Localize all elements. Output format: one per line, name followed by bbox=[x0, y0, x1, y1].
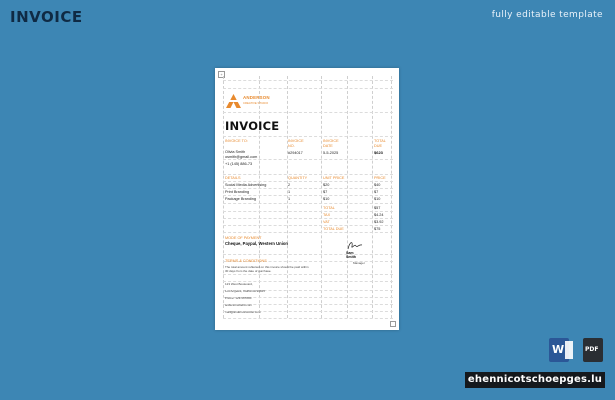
item-qty[interactable]: 1 bbox=[288, 197, 291, 201]
vat-value[interactable]: $3.92 bbox=[374, 220, 384, 224]
invoice-date-label[interactable]: INVOICE bbox=[323, 139, 339, 143]
item-unit-price[interactable]: $7 bbox=[323, 190, 328, 194]
pdf-icon bbox=[583, 338, 603, 362]
word-icon-label: W bbox=[552, 343, 565, 356]
item-qty[interactable]: 2 bbox=[288, 183, 291, 187]
pdf-icon-label: PDF bbox=[585, 346, 599, 353]
grid-line bbox=[223, 181, 393, 182]
grid-line bbox=[223, 112, 393, 113]
terms-label[interactable]: TERMS & CONDITIONS bbox=[225, 259, 267, 263]
grid-line bbox=[223, 136, 393, 137]
total-due-sum-value[interactable]: $75 bbox=[374, 227, 381, 231]
quantity-label[interactable]: QUANTITY bbox=[288, 176, 308, 180]
grid-line bbox=[223, 211, 393, 212]
total-due-label-2[interactable]: DUE bbox=[374, 144, 383, 148]
grid-line bbox=[223, 318, 393, 319]
table-anchor-icon[interactable]: + bbox=[218, 71, 225, 78]
item-name[interactable]: Print Branding bbox=[225, 190, 250, 194]
total-label[interactable]: TOTAL bbox=[323, 206, 335, 210]
page-title: INVOICE bbox=[10, 8, 83, 26]
total-value[interactable]: $57 bbox=[374, 206, 381, 210]
invoice-to-label[interactable]: INVOICE TO: bbox=[225, 139, 248, 143]
signer-role[interactable]: Manager bbox=[353, 261, 365, 265]
invoice-document[interactable] bbox=[215, 68, 399, 330]
total-due-label[interactable]: TOTAL bbox=[374, 139, 386, 143]
word-icon bbox=[549, 338, 569, 362]
address-line-2[interactable]: Los Angeles, California 90045 bbox=[225, 289, 265, 293]
site-banner: ehennicotschoepges.lu bbox=[465, 372, 605, 388]
item-qty[interactable]: 1 bbox=[288, 190, 291, 194]
item-unit-price[interactable]: $10 bbox=[323, 197, 330, 201]
invoice-title[interactable]: INVOICE bbox=[225, 119, 280, 133]
company-email[interactable]: mail@andersonstudio.com bbox=[225, 310, 261, 314]
total-due-sum-label[interactable]: TOTAL DUE bbox=[323, 227, 344, 231]
grid-line bbox=[223, 203, 393, 204]
company-website[interactable]: andersonstudio.com bbox=[225, 303, 253, 307]
grid-line bbox=[223, 274, 393, 275]
signature-icon bbox=[346, 240, 364, 251]
grid-line bbox=[223, 195, 393, 196]
client-phone[interactable]: +1 (145) 886-73 bbox=[225, 162, 253, 166]
invoice-no-label-2[interactable]: NO. bbox=[288, 144, 295, 148]
grid-line bbox=[223, 254, 393, 255]
grid-line bbox=[223, 232, 393, 233]
total-due-value[interactable]: $623 bbox=[374, 150, 383, 155]
vat-label[interactable]: VAT bbox=[323, 220, 330, 224]
tax-label[interactable]: TAX bbox=[323, 213, 331, 217]
payment-methods[interactable]: Cheque, Paypal, Western Union bbox=[225, 241, 288, 246]
signer-last-name[interactable]: Smith bbox=[346, 255, 356, 259]
grid-line bbox=[223, 188, 393, 189]
terms-line-1[interactable]: The total amount reflected on this invoice should be paid within bbox=[225, 265, 309, 269]
page-subtitle: fully editable template bbox=[491, 10, 603, 20]
unit-price-label[interactable]: UNIT PRICE bbox=[323, 176, 345, 180]
company-phone[interactable]: Phone: 123-567890 bbox=[225, 296, 252, 300]
item-price[interactable]: $7 bbox=[374, 190, 379, 194]
client-name[interactable]: Olivia Smith bbox=[225, 150, 246, 154]
price-label[interactable]: PRICE bbox=[374, 176, 386, 180]
item-name[interactable]: Social Media Advertising bbox=[225, 183, 267, 187]
terms-line-2[interactable]: 30 days from the date of purchase. bbox=[225, 269, 272, 273]
item-unit-price[interactable]: $20 bbox=[323, 183, 330, 187]
client-email[interactable]: osmith@gmail.com bbox=[225, 155, 258, 159]
invoice-date[interactable]: 5-5-2025 bbox=[323, 151, 339, 155]
grid-line bbox=[223, 88, 393, 89]
item-name[interactable]: Package Branding bbox=[225, 197, 257, 201]
resize-handle-icon[interactable] bbox=[390, 321, 396, 327]
payment-label[interactable]: MODE OF PAYMENT bbox=[225, 236, 262, 240]
grid-line bbox=[223, 174, 393, 175]
company-logo-icon bbox=[226, 94, 241, 108]
grid-line bbox=[223, 159, 393, 160]
tax-value[interactable]: $4.24 bbox=[374, 213, 384, 217]
grid-line bbox=[223, 80, 393, 81]
grid-line bbox=[223, 218, 393, 219]
item-price[interactable]: $40 bbox=[374, 183, 381, 187]
company-tagline: CREATIVE STUDIO bbox=[243, 101, 269, 105]
signer-first-name[interactable]: Sam bbox=[346, 251, 354, 255]
invoice-date-label-2[interactable]: DATE bbox=[323, 144, 333, 148]
grid-line bbox=[223, 225, 393, 226]
details-label[interactable]: DETAILS bbox=[225, 176, 241, 180]
item-price[interactable]: $10 bbox=[374, 197, 381, 201]
address-line-1[interactable]: 123 West Boulevard, bbox=[225, 282, 253, 286]
invoice-number[interactable]: #294017 bbox=[288, 151, 303, 155]
company-name: ANDERSON bbox=[243, 95, 270, 100]
invoice-no-label[interactable]: INVOICE bbox=[288, 139, 304, 143]
